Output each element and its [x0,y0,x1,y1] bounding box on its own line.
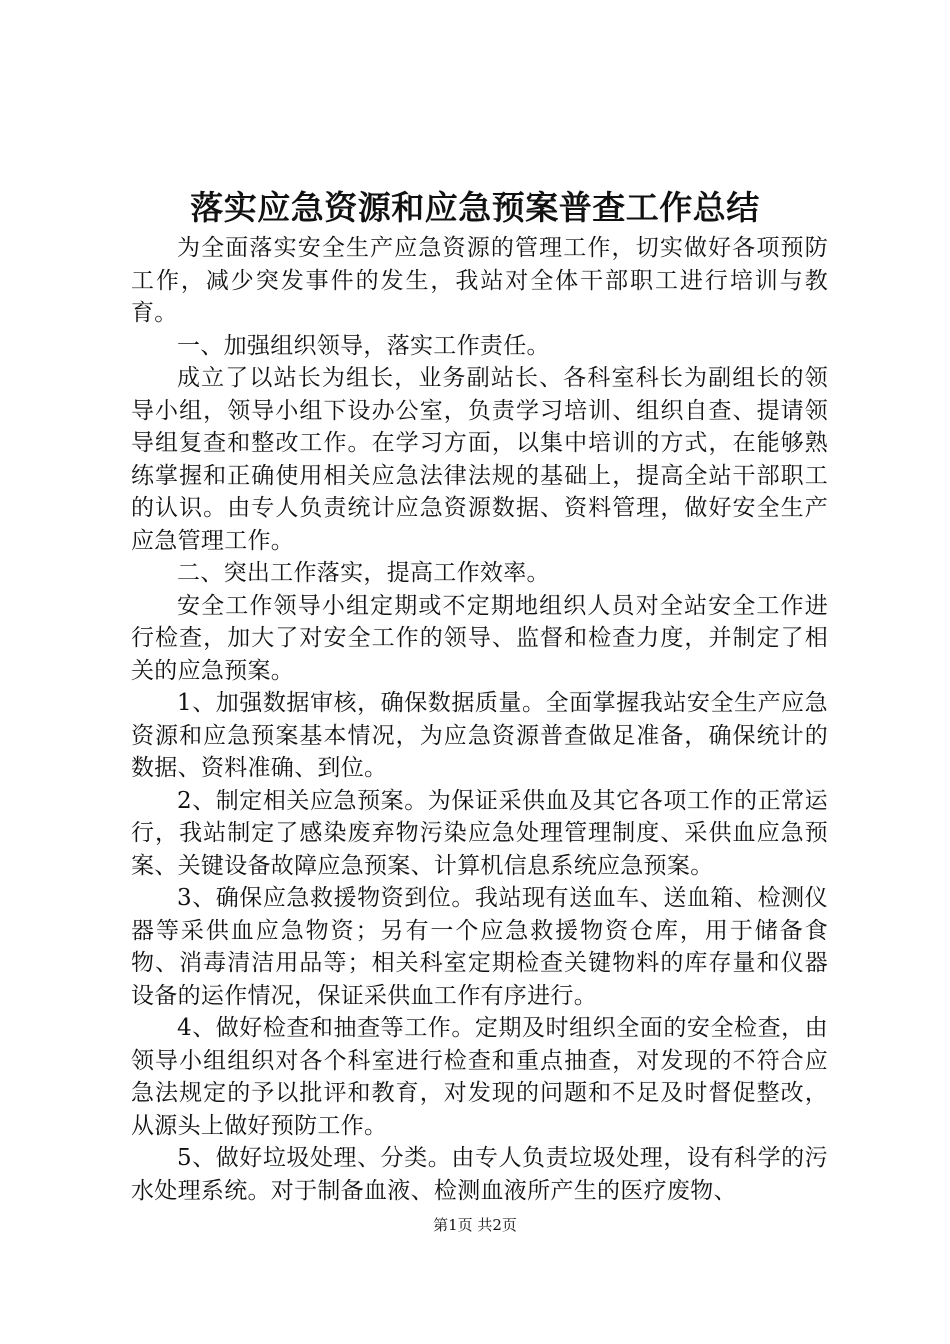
document-title: 落实应急资源和应急预案普查工作总结 [190,188,760,227]
section-heading-2: 二、突出工作落实，提高工作效率。 [177,560,550,586]
paragraph-section-2: 安全工作领导小组定期或不定期地组织人员对全站安全工作进行检查，加大了对安全工作的领导、监督和检查力度，并制定了相关的应急预案。 [131,592,828,684]
section-heading-1: 一、加强组织领导，落实工作责任。 [177,332,550,359]
page-footer: 第1页 共2页 [433,1216,517,1234]
list-item-5: 5、做好垃圾处理、分类。由专人负责垃圾处理，设有科学的污水处理系统。对于制备血液、检测血液所产生的医疗废物、 [131,1145,828,1204]
document-body [131,232,828,1207]
paragraph-intro: 为全面落实安全生产应急资源的管理工作，切实做好各项预防工作，减少突发事件的发生，我站对全体干部职工进行培训与教育。 [131,235,828,326]
list-item-3: 3、确保应急救援物资到位。我站现有送血车、送血箱、检测仪器等采供血应急物资；另有一个应急救援物资仓库，用于储备食物、消毒清洁用品等；相关科室定期检查关键物料的库存量和仪器设备的运作情况，保证采供血工作有序进行。 [131,885,828,1009]
list-item-4: 4、做好检查和抽查等工作。定期及时组织全面的安全检查，由领导小组组织对各个科室进行检查和重点抽查，对发现的不符合应急法规定的予以批评和教育，对发现的问题和不足及时督促整改，从源头上做好预防工作。 [131,1015,828,1139]
paragraph-section-1: 成立了以站长为组长，业务副站长、各科室科长为副组长的领导小组，领导小组下设办公室，负责学习培训、组织自查、提请领导组复查和整改工作。在学习方面，以集中培训的方式，在能够熟练掌握和正确使用相关应急法律法规的基础上，提高全站干部职工的认识。由专人负责统计应急资源数据、资料管理，做好安全生产应急管理工作。 [131,365,828,554]
list-item-1: 1、加强数据审核，确保数据质量。全面掌握我站安全生产应急资源和应急预案基本情况，为应急资源普查做足准备，确保统计的数据、资料准确、到位。 [131,690,828,781]
list-item-2: 2、制定相关应急预案。为保证采供血及其它各项工作的正常运行，我站制定了感染废弃物污染应急处理管理制度、采供血应急预案、关键设备故障应急预案、计算机信息系统应急预案。 [131,787,828,879]
